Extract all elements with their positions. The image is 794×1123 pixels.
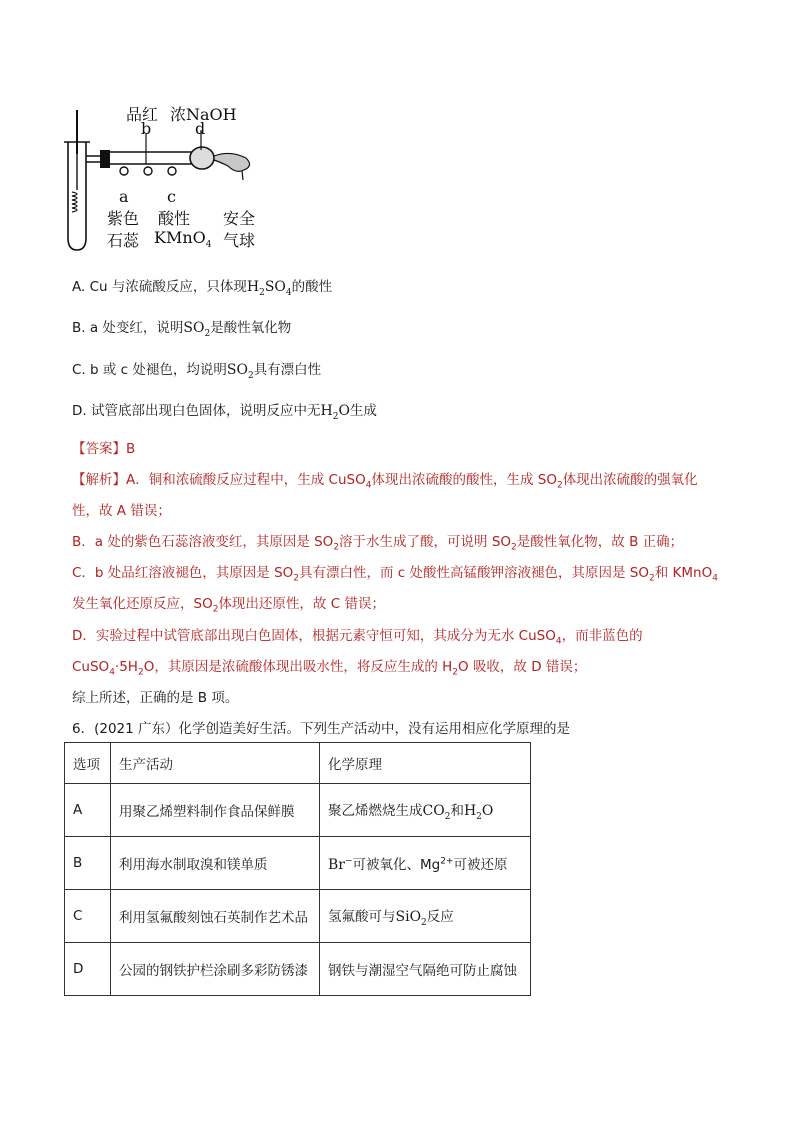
label-d: d (195, 119, 206, 138)
table-row (65, 784, 531, 837)
label-suanxing: 酸性 (158, 209, 191, 228)
option-c: C. b 或 c 处褪色，均说明$SO_2$具有漂白性 (72, 362, 322, 381)
row-a-principle: 聚乙烯燃烧生成$CO_2$和$H_2O$ (320, 784, 531, 837)
row-c-option: C (65, 890, 111, 943)
label-ziise: 紫色 (107, 209, 140, 228)
row-b-option: B (65, 837, 111, 890)
apparatus-figure (60, 98, 290, 258)
row-c-activity: 利用氢氟酸刻蚀石英制作艺术品 (111, 890, 320, 943)
answer-line: 【答案】B (72, 441, 136, 457)
label-anquan: 安全 (223, 209, 256, 228)
analysis-line-1: 【解析】A．铜和浓硫酸反应过程中，生成 CuSO$_4$体现出浓硫酸的酸性，生成 $SO_2$体现出浓硫酸的强氧化 (72, 472, 698, 491)
table-row (65, 890, 531, 943)
option-d: D. 试管底部出现白色固体，说明反应中无$H_2O$生成 (72, 403, 377, 422)
label-pinhong: 品红 (126, 105, 159, 124)
table-row (65, 943, 531, 996)
table-header-row (65, 743, 531, 784)
label-shirui: 石蕊 (107, 231, 140, 250)
question-6-stem: 6．(2021 广东）化学创造美好生活。下列生产活动中，没有运用相应化学原理的是 (72, 721, 571, 737)
label-b: b (141, 119, 152, 138)
option-a: A. Cu 与浓硫酸反应，只体现$H_2SO_4$的酸性 (72, 279, 333, 298)
label-qiqiu: 气球 (223, 231, 256, 250)
label-kmno4: KMnO$_4$ (154, 228, 212, 251)
row-b-activity: 利用海水制取溴和镁单质 (111, 837, 320, 890)
analysis-line-4: C．b 处品红溶液褪色，其原因是 $SO_2$具有漂白性，而 c 处酸性高锰酸钾溶液褪色，其原因是 $SO_2$和 KMnO$_4$ (72, 565, 718, 584)
row-b-principle: Br−可被氧化、$Mg^{2+}$可被还原 (320, 837, 531, 890)
analysis-line-3: B．a 处的紫色石蕊溶液变红，其原因是 $SO_2$溶于水生成了酸，可说明 $SO_2$是酸性氧化物，故 B 正确； (72, 534, 684, 553)
analysis-line-6: D．实验过程中试管底部出现白色固体，根据元素守恒可知，其成分为无水 CuSO$_4$，而非蓝色的 (72, 628, 643, 647)
analysis-line-5: 发生氧化还原反应，$SO_2$体现出还原性，故 C 错误； (72, 596, 385, 615)
analysis-line-2: 性，故 A 错误； (72, 503, 171, 519)
row-d-principle: 钢铁与潮湿空气隔绝可防止腐蚀 (320, 943, 531, 996)
header-option: 选项 (65, 743, 111, 784)
option-b: B. a 处变红，说明$SO_2$是酸性氧化物 (72, 320, 292, 339)
label-c: c (167, 187, 176, 206)
table-row (65, 837, 531, 890)
row-d-option: D (65, 943, 111, 996)
question-6-table (64, 742, 531, 996)
analysis-line-7: $CuSO_4\cdot 5H_2O$，其原因是浓硫酸体现出吸水性，将反应生成的 $H_2O$ 吸收，故 D 错误； (72, 659, 587, 678)
row-d-activity: 公园的钢铁护栏涂刷多彩防锈漆 (111, 943, 320, 996)
header-activity: 生产活动 (111, 743, 320, 784)
row-a-option: A (65, 784, 111, 837)
summary-line: 综上所述，正确的是 B 项。 (72, 690, 239, 706)
header-principle: 化学原理 (320, 743, 531, 784)
label-a: a (119, 187, 129, 206)
row-c-principle: 氢氟酸可与SiO$_2$反应 (320, 890, 531, 943)
row-a-activity: 用聚乙烯塑料制作食品保鲜膜 (111, 784, 320, 837)
label-naoh: 浓NaOH (170, 105, 237, 124)
